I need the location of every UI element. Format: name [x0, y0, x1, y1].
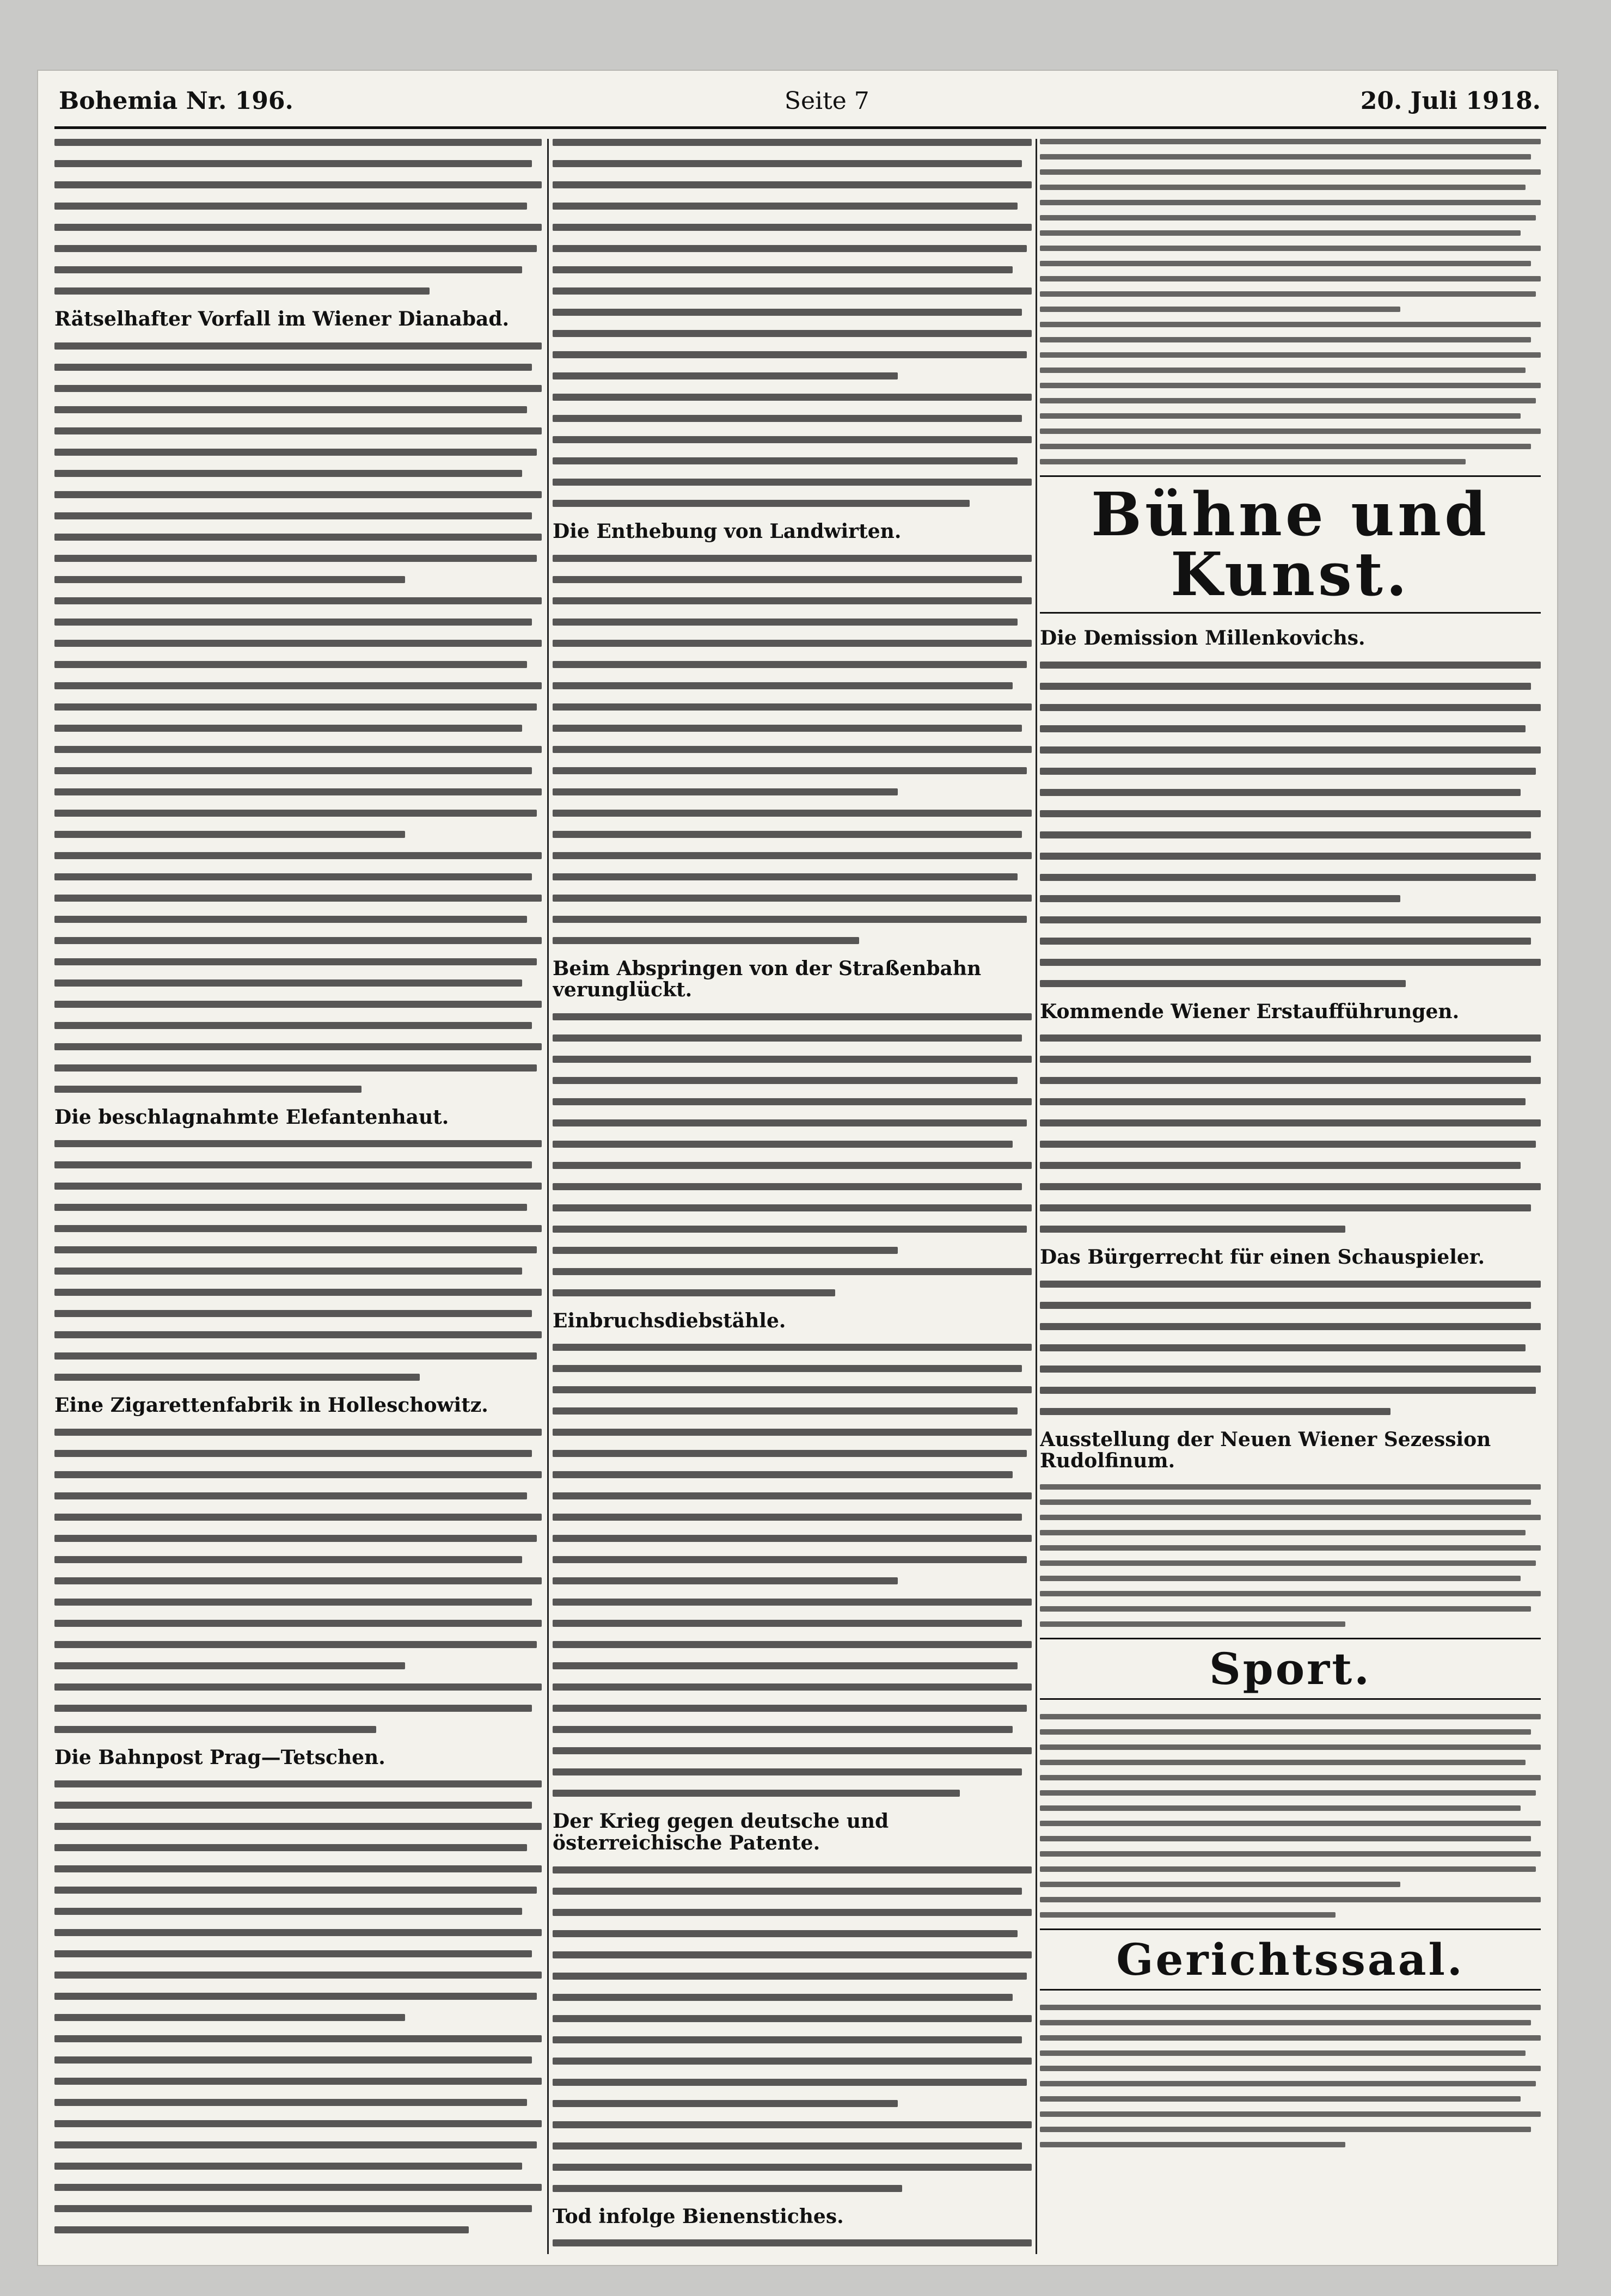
text-line — [1040, 2035, 1541, 2041]
issue-date: 20. Juli 1918. — [1360, 87, 1541, 115]
text-line — [553, 597, 1032, 604]
text-line — [553, 640, 1032, 647]
text-line — [1040, 938, 1531, 945]
header-rule — [54, 126, 1546, 129]
section-banner: Gerichtssaal. — [1040, 1928, 1541, 1991]
text-line — [54, 916, 527, 923]
text-line — [54, 703, 537, 711]
text-line — [1040, 1162, 1521, 1169]
text-line — [1040, 291, 1536, 297]
text-line — [553, 767, 1027, 774]
text-line — [1040, 1897, 1541, 1902]
text-line — [1040, 1366, 1541, 1373]
text-line — [54, 160, 532, 167]
text-line — [54, 1683, 542, 1691]
text-line — [54, 1726, 376, 1733]
text-line — [553, 873, 1018, 880]
text-line — [54, 873, 532, 880]
text-line — [54, 1514, 542, 1521]
text-line — [54, 1577, 542, 1584]
text-line — [1040, 1056, 1531, 1063]
article-heading: Einbruchsdiebstähle. — [553, 1309, 786, 1332]
text-line — [553, 1141, 1013, 1148]
text-line — [1040, 322, 1541, 327]
text-line — [54, 1289, 542, 1296]
text-line — [1040, 789, 1521, 796]
text-line — [1040, 1499, 1531, 1505]
text-line — [1040, 246, 1541, 251]
text-line — [54, 1929, 542, 1936]
text-line — [1040, 1141, 1536, 1148]
text-line — [1040, 683, 1531, 690]
text-line — [1040, 1744, 1541, 1750]
text-line — [553, 1386, 1032, 1393]
text-line — [553, 1535, 1032, 1542]
text-line — [1040, 1281, 1541, 1288]
text-line — [54, 385, 542, 392]
text-line — [54, 1662, 405, 1669]
text-line — [553, 2079, 1027, 2086]
text-line — [553, 1407, 1018, 1415]
text-line — [1040, 1226, 1345, 1233]
text-line — [553, 2015, 1032, 2022]
text-line — [553, 1183, 1022, 1190]
text-line — [553, 576, 1022, 583]
text-line — [1040, 1387, 1536, 1394]
text-line — [54, 1599, 532, 1606]
article-heading: Der Krieg gegen deutsche und österreichische Patente. — [553, 1810, 889, 1854]
text-line — [553, 619, 1018, 626]
text-line — [1040, 1866, 1536, 1872]
text-line — [54, 895, 542, 902]
text-line — [1040, 261, 1531, 266]
article-heading: Die Enthebung von Landwirten. — [553, 520, 902, 543]
article-heading: Die Bahnpost Prag—Tetschen. — [54, 1746, 385, 1769]
text-line — [54, 682, 542, 689]
text-line — [1040, 831, 1531, 838]
text-line — [1040, 2005, 1541, 2010]
text-line — [553, 1577, 898, 1584]
text-line — [1040, 1621, 1345, 1627]
text-line — [1040, 2020, 1531, 2025]
text-line — [54, 1641, 537, 1648]
text-line — [553, 1162, 1032, 1169]
text-line — [553, 394, 1032, 401]
text-line — [54, 788, 542, 795]
text-line — [553, 372, 898, 379]
text-line — [553, 436, 1032, 443]
text-line — [553, 937, 859, 944]
text-line — [553, 1034, 1022, 1042]
text-line — [1040, 230, 1521, 236]
text-line — [1040, 959, 1541, 966]
text-line — [553, 2164, 1032, 2171]
text-line — [553, 1471, 1013, 1478]
text-line — [553, 224, 1032, 231]
text-line — [1040, 1760, 1526, 1765]
text-line — [54, 203, 527, 210]
text-line — [1040, 154, 1531, 160]
text-line — [54, 767, 532, 774]
text-line — [54, 1064, 537, 1072]
text-line — [1040, 1606, 1531, 1612]
text-line — [1040, 398, 1536, 403]
column-3 — [1040, 139, 1541, 2254]
text-line — [553, 309, 1022, 316]
text-line — [54, 640, 542, 647]
text-line — [1040, 1560, 1536, 1566]
text-line — [553, 1056, 1032, 1063]
text-line — [553, 852, 1032, 859]
text-line — [54, 2205, 532, 2212]
page-number: Seite 7 — [784, 87, 869, 115]
masthead-issue: Bohemia Nr. 196. — [59, 87, 293, 115]
section-banner: Sport. — [1040, 1638, 1541, 1700]
text-line — [1040, 428, 1541, 434]
column-1 — [54, 139, 542, 2254]
text-line — [553, 1888, 1022, 1895]
text-line — [553, 2239, 1032, 2246]
text-line — [1040, 980, 1406, 987]
text-line — [553, 266, 1013, 273]
text-line — [1040, 810, 1541, 817]
text-line — [54, 139, 542, 146]
text-line — [553, 1268, 1032, 1275]
text-line — [54, 266, 522, 273]
text-line — [54, 979, 522, 987]
text-line — [54, 2056, 532, 2064]
text-line — [54, 1310, 532, 1317]
text-line — [54, 1450, 532, 1457]
text-line — [54, 287, 430, 295]
text-line — [553, 351, 1027, 358]
text-line — [54, 1780, 542, 1787]
text-line — [553, 2185, 902, 2192]
text-line — [1040, 1344, 1526, 1351]
text-line — [1040, 1323, 1541, 1330]
text-line — [54, 512, 532, 519]
text-line — [1040, 2127, 1531, 2132]
text-line — [553, 1344, 1032, 1351]
text-line — [553, 181, 1032, 188]
text-line — [54, 534, 542, 541]
article-heading: Ausstellung der Neuen Wiener Sezession Rudolfinum. — [1040, 1428, 1491, 1473]
text-line — [553, 1641, 1032, 1648]
text-line — [553, 895, 1032, 902]
text-line — [1040, 1591, 1541, 1596]
article-heading: Die beschlagnahmte Elefantenhaut. — [54, 1105, 449, 1129]
text-line — [54, 2163, 522, 2170]
text-line — [1040, 352, 1541, 358]
text-line — [54, 1993, 537, 2000]
text-line — [1040, 1034, 1541, 1042]
text-line — [553, 1930, 1018, 1937]
text-line — [1040, 383, 1541, 388]
text-line — [1040, 2142, 1345, 2147]
text-line — [1040, 1484, 1541, 1490]
text-line — [553, 1204, 1032, 1211]
text-line — [54, 1352, 537, 1360]
column-rule — [547, 139, 549, 2254]
text-line — [1040, 1530, 1526, 1535]
text-line — [54, 245, 537, 252]
text-line — [54, 1140, 542, 1147]
text-line — [1040, 1576, 1521, 1581]
text-line — [54, 661, 527, 668]
text-line — [1040, 1098, 1526, 1105]
text-line — [553, 1790, 960, 1797]
text-line — [54, 1161, 532, 1168]
text-line — [54, 1204, 527, 1211]
text-line — [553, 1514, 1022, 1521]
text-line — [553, 160, 1022, 167]
text-line — [553, 1429, 1032, 1436]
text-line — [1040, 1183, 1541, 1190]
text-line — [1040, 895, 1400, 902]
text-line — [553, 1077, 1018, 1084]
text-line — [553, 661, 1027, 668]
text-line — [54, 1950, 532, 1957]
text-line — [54, 1429, 542, 1436]
text-line — [54, 1887, 537, 1894]
text-line — [553, 1226, 1027, 1233]
text-line — [54, 1086, 362, 1093]
text-line — [1040, 1204, 1531, 1211]
text-line — [553, 831, 1022, 838]
text-line — [54, 427, 542, 434]
text-line — [54, 1374, 420, 1381]
text-line — [54, 491, 542, 498]
text-line — [1040, 1545, 1541, 1551]
text-line — [553, 245, 1027, 252]
text-line — [1040, 1882, 1400, 1887]
text-line — [1040, 276, 1541, 281]
text-line — [1040, 1729, 1531, 1735]
text-line — [553, 1247, 898, 1254]
text-line — [1040, 1515, 1541, 1520]
article-heading: Kommende Wiener Erstaufführungen. — [1040, 1000, 1460, 1023]
text-line — [54, 1865, 542, 1872]
text-line — [54, 1972, 542, 1979]
text-line — [54, 576, 405, 583]
text-line — [54, 406, 527, 413]
text-line — [1040, 1077, 1541, 1084]
text-line — [1040, 2050, 1526, 2056]
text-line — [1040, 1851, 1541, 1857]
text-line — [54, 1492, 527, 1499]
text-line — [54, 725, 522, 732]
text-line — [553, 139, 1032, 146]
text-line — [553, 1909, 1032, 1916]
text-line — [553, 457, 1018, 464]
text-line — [553, 1683, 1032, 1691]
text-line — [553, 500, 970, 507]
text-line — [1040, 139, 1541, 144]
text-line — [54, 2014, 405, 2021]
text-line — [54, 224, 542, 231]
text-line — [54, 1225, 542, 1232]
text-line — [54, 470, 522, 477]
text-line — [553, 1556, 1027, 1563]
text-line — [54, 852, 542, 859]
text-line — [1040, 916, 1541, 923]
text-line — [553, 1951, 1032, 1958]
article-heading: Rätselhafter Vorfall im Wiener Dianabad. — [54, 308, 510, 330]
text-line — [54, 449, 537, 456]
text-line — [54, 1001, 542, 1008]
text-line — [54, 937, 542, 944]
text-line — [553, 1098, 1032, 1105]
text-line — [54, 2226, 469, 2233]
text-line — [553, 287, 1032, 295]
text-line — [1040, 1912, 1336, 1918]
text-line — [1040, 413, 1521, 419]
text-line — [553, 479, 1032, 486]
text-line — [553, 2036, 1022, 2043]
article-heading: Das Bürgerrecht für einen Schauspieler. — [1040, 1246, 1485, 1269]
text-line — [1040, 1790, 1536, 1796]
text-line — [1040, 368, 1526, 373]
text-line — [54, 1331, 542, 1338]
text-line — [54, 2099, 527, 2106]
text-line — [553, 1768, 1022, 1775]
text-line — [1040, 704, 1541, 711]
text-line — [54, 746, 542, 753]
text-line — [1040, 1775, 1541, 1780]
text-line — [553, 1013, 1032, 1020]
text-line — [54, 619, 532, 626]
text-line — [1040, 2111, 1541, 2117]
text-line — [54, 2184, 542, 2191]
text-line — [553, 1973, 1027, 1980]
text-line — [54, 1183, 542, 1190]
text-line — [553, 1662, 1018, 1669]
text-line — [553, 1492, 1032, 1499]
text-line — [1040, 185, 1526, 190]
text-line — [1040, 662, 1541, 669]
text-line — [553, 916, 1027, 923]
text-line — [1040, 746, 1541, 754]
text-line — [1040, 200, 1541, 205]
text-line — [54, 1022, 532, 1029]
text-line — [1040, 1821, 1541, 1826]
text-line — [54, 364, 532, 371]
text-line — [54, 1705, 532, 1712]
text-line — [553, 330, 1032, 337]
text-line — [1040, 1714, 1541, 1719]
text-line — [553, 1599, 1032, 1606]
text-line — [553, 1994, 1013, 2001]
text-line — [553, 2121, 1032, 2128]
text-line — [553, 1289, 835, 1296]
text-line — [1040, 1836, 1531, 1841]
text-line — [1040, 215, 1536, 221]
text-line — [553, 1620, 1022, 1627]
text-line — [54, 342, 542, 350]
page-header — [59, 82, 1541, 120]
text-line — [553, 1450, 1027, 1457]
text-line — [54, 1802, 532, 1809]
article-heading: Eine Zigarettenfabrik in Holleschowitz. — [54, 1394, 488, 1417]
text-line — [54, 958, 537, 965]
text-line — [553, 415, 1022, 422]
text-line — [1040, 444, 1531, 449]
text-line — [54, 555, 537, 562]
text-line — [54, 831, 405, 838]
text-line — [553, 1866, 1032, 1873]
article-heading: Tod infolge Bienenstiches. — [553, 2205, 844, 2228]
text-line — [1040, 2096, 1521, 2102]
text-line — [1040, 307, 1400, 312]
text-line — [1040, 1119, 1541, 1126]
text-line — [1040, 1805, 1521, 1811]
column-2 — [553, 139, 1032, 2254]
text-line — [553, 1119, 1027, 1126]
article-heading: Die Demission Millenkovichs. — [1040, 627, 1365, 650]
text-line — [553, 682, 1013, 689]
text-line — [1040, 1408, 1391, 1415]
text-line — [553, 788, 898, 795]
text-line — [553, 1726, 1013, 1733]
text-line — [54, 1908, 522, 1915]
text-line — [553, 725, 1022, 732]
text-line — [54, 1268, 522, 1275]
text-line — [1040, 853, 1541, 860]
section-banner: Bühne und Kunst. — [1040, 475, 1541, 614]
text-line — [54, 2141, 537, 2148]
text-line — [54, 810, 537, 817]
text-line — [1040, 2081, 1536, 2086]
text-line — [54, 1535, 537, 1542]
text-line — [54, 2120, 542, 2127]
text-line — [1040, 874, 1536, 881]
text-line — [553, 746, 1032, 753]
text-line — [54, 597, 542, 604]
text-line — [553, 1365, 1022, 1372]
text-line — [54, 1620, 542, 1627]
text-line — [1040, 2066, 1541, 2071]
text-line — [1040, 725, 1526, 732]
text-line — [1040, 169, 1541, 175]
text-line — [1040, 337, 1531, 342]
text-line — [54, 1246, 537, 1253]
text-line — [553, 2058, 1032, 2065]
text-line — [553, 203, 1018, 210]
text-line — [54, 2035, 542, 2042]
text-line — [553, 1705, 1027, 1712]
text-line — [553, 703, 1032, 711]
text-line — [54, 1043, 542, 1050]
text-line — [54, 1823, 542, 1830]
text-line — [1040, 459, 1466, 464]
column-rule — [1036, 139, 1037, 2254]
text-line — [553, 2100, 898, 2107]
text-line — [553, 810, 1032, 817]
text-line — [54, 1556, 522, 1563]
text-line — [54, 1844, 527, 1851]
newspaper-page — [38, 71, 1557, 2265]
text-line — [553, 555, 1032, 562]
article-heading: Beim Abspringen von der Straßenbahn verunglückt. — [553, 957, 982, 1002]
text-line — [553, 2142, 1022, 2150]
text-line — [54, 1471, 542, 1478]
text-line — [54, 181, 542, 188]
text-line — [54, 2078, 542, 2085]
text-line — [1040, 1302, 1531, 1309]
text-line — [1040, 768, 1536, 775]
text-line — [553, 1747, 1032, 1754]
